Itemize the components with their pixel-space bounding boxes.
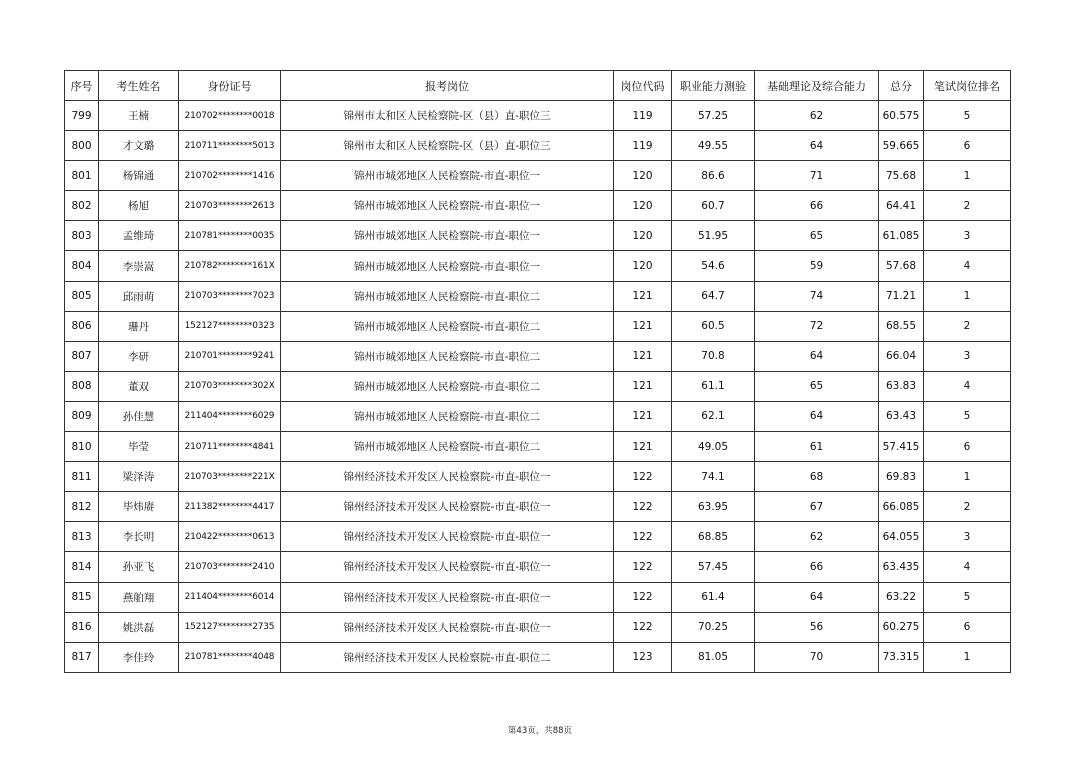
table-row xyxy=(65,311,1011,341)
table-row xyxy=(65,341,1011,371)
aptitude-score-cell: 60.7 xyxy=(672,191,755,221)
serial-cell: 802 xyxy=(65,191,99,221)
position-cell: 锦州经济技术开发区人民检察院-市直-职位一 xyxy=(281,522,614,552)
position-code-cell: 121 xyxy=(614,311,672,341)
theory-score-cell: 66 xyxy=(755,552,879,582)
position-cell: 锦州市城郊地区人民检察院-市直-职位一 xyxy=(281,161,614,191)
rank-cell: 1 xyxy=(924,462,1011,492)
theory-score-cell: 74 xyxy=(755,281,879,311)
table-row xyxy=(65,522,1011,552)
total-score-cell: 59.665 xyxy=(879,131,924,161)
theory-score-cell: 56 xyxy=(755,612,879,642)
rank-cell: 2 xyxy=(924,492,1011,522)
serial-cell: 801 xyxy=(65,161,99,191)
position-code-cell: 121 xyxy=(614,281,672,311)
name-cell: 毕炜赓 xyxy=(99,492,179,522)
aptitude-score-cell: 62.1 xyxy=(672,401,755,431)
serial-cell: 810 xyxy=(65,432,99,462)
aptitude-score-cell: 60.5 xyxy=(672,311,755,341)
id-number-cell: 210781********4048 xyxy=(179,642,281,672)
rank-cell: 6 xyxy=(924,612,1011,642)
serial-cell: 812 xyxy=(65,492,99,522)
theory-score-cell: 67 xyxy=(755,492,879,522)
position-code-cell: 122 xyxy=(614,522,672,552)
position-cell: 锦州经济技术开发区人民检察院-市直-职位二 xyxy=(281,642,614,672)
name-cell: 孙亚飞 xyxy=(99,552,179,582)
table-row xyxy=(65,492,1011,522)
aptitude-score-cell: 74.1 xyxy=(672,462,755,492)
serial-cell: 807 xyxy=(65,341,99,371)
id-number-cell: 210703********302X xyxy=(179,371,281,401)
aptitude-score-cell: 70.25 xyxy=(672,612,755,642)
serial-cell: 811 xyxy=(65,462,99,492)
position-code-cell: 121 xyxy=(614,341,672,371)
name-cell: 杨锦通 xyxy=(99,161,179,191)
header-total-score: 总分 xyxy=(879,71,924,101)
position-code-cell: 120 xyxy=(614,221,672,251)
rank-cell: 4 xyxy=(924,552,1011,582)
total-score-cell: 57.68 xyxy=(879,251,924,281)
position-cell: 锦州市城郊地区人民检察院-市直-职位二 xyxy=(281,401,614,431)
aptitude-score-cell: 51.95 xyxy=(672,221,755,251)
table-row xyxy=(65,642,1011,672)
serial-cell: 803 xyxy=(65,221,99,251)
id-number-cell: 210703********2613 xyxy=(179,191,281,221)
name-cell: 梁泽涛 xyxy=(99,462,179,492)
position-cell: 锦州市城郊地区人民检察院-市直-职位二 xyxy=(281,341,614,371)
name-cell: 邱雨萌 xyxy=(99,281,179,311)
total-score-cell: 63.83 xyxy=(879,371,924,401)
position-code-cell: 121 xyxy=(614,371,672,401)
header-theory-score: 基础理论及综合能力 xyxy=(755,71,879,101)
name-cell: 才文璐 xyxy=(99,131,179,161)
position-cell: 锦州市太和区人民检察院-区（县）直-职位三 xyxy=(281,101,614,131)
position-code-cell: 123 xyxy=(614,642,672,672)
rank-cell: 5 xyxy=(924,582,1011,612)
serial-cell: 806 xyxy=(65,311,99,341)
header-name: 考生姓名 xyxy=(99,71,179,101)
id-number-cell: 210702********0018 xyxy=(179,101,281,131)
theory-score-cell: 59 xyxy=(755,251,879,281)
name-cell: 王楠 xyxy=(99,101,179,131)
total-score-cell: 66.085 xyxy=(879,492,924,522)
rank-cell: 2 xyxy=(924,311,1011,341)
position-code-cell: 120 xyxy=(614,251,672,281)
rank-cell: 3 xyxy=(924,221,1011,251)
total-score-cell: 68.55 xyxy=(879,311,924,341)
rank-cell: 5 xyxy=(924,401,1011,431)
table-row xyxy=(65,251,1011,281)
aptitude-score-cell: 54.6 xyxy=(672,251,755,281)
position-code-cell: 122 xyxy=(614,462,672,492)
rank-cell: 6 xyxy=(924,131,1011,161)
page-footer: 第43页，共88页 xyxy=(507,726,573,736)
rank-cell: 4 xyxy=(924,251,1011,281)
theory-score-cell: 68 xyxy=(755,462,879,492)
theory-score-cell: 70 xyxy=(755,642,879,672)
serial-cell: 804 xyxy=(65,251,99,281)
header-serial: 序号 xyxy=(65,71,99,101)
total-score-cell: 69.83 xyxy=(879,462,924,492)
position-code-cell: 122 xyxy=(614,582,672,612)
table-row xyxy=(65,191,1011,221)
position-cell: 锦州市城郊地区人民检察院-市直-职位二 xyxy=(281,371,614,401)
serial-cell: 809 xyxy=(65,401,99,431)
name-cell: 姚洪磊 xyxy=(99,612,179,642)
table-row xyxy=(65,612,1011,642)
serial-cell: 800 xyxy=(65,131,99,161)
aptitude-score-cell: 81.05 xyxy=(672,642,755,672)
position-cell: 锦州经济技术开发区人民检察院-市直-职位一 xyxy=(281,492,614,522)
id-number-cell: 211382********4417 xyxy=(179,492,281,522)
id-number-cell: 210711********5013 xyxy=(179,131,281,161)
position-cell: 锦州经济技术开发区人民检察院-市直-职位一 xyxy=(281,612,614,642)
position-code-cell: 122 xyxy=(614,552,672,582)
position-cell: 锦州市城郊地区人民检察院-市直-职位二 xyxy=(281,281,614,311)
rank-cell: 1 xyxy=(924,281,1011,311)
table-row xyxy=(65,582,1011,612)
total-score-cell: 61.085 xyxy=(879,221,924,251)
rank-cell: 3 xyxy=(924,341,1011,371)
theory-score-cell: 64 xyxy=(755,582,879,612)
rank-cell: 5 xyxy=(924,101,1011,131)
id-number-cell: 152127********0323 xyxy=(179,311,281,341)
header-position: 报考岗位 xyxy=(281,71,614,101)
position-cell: 锦州市城郊地区人民检察院-市直-职位二 xyxy=(281,432,614,462)
id-number-cell: 210782********161X xyxy=(179,251,281,281)
theory-score-cell: 64 xyxy=(755,131,879,161)
total-score-cell: 57.415 xyxy=(879,432,924,462)
aptitude-score-cell: 57.45 xyxy=(672,552,755,582)
total-score-cell: 63.43 xyxy=(879,401,924,431)
table-row xyxy=(65,552,1011,582)
theory-score-cell: 65 xyxy=(755,221,879,251)
table-row xyxy=(65,462,1011,492)
name-cell: 珊丹 xyxy=(99,311,179,341)
theory-score-cell: 64 xyxy=(755,401,879,431)
id-number-cell: 210702********1416 xyxy=(179,161,281,191)
total-score-cell: 64.41 xyxy=(879,191,924,221)
serial-cell: 799 xyxy=(65,101,99,131)
name-cell: 毕莹 xyxy=(99,432,179,462)
name-cell: 孟维琦 xyxy=(99,221,179,251)
header-position-code: 岗位代码 xyxy=(614,71,672,101)
id-number-cell: 211404********6014 xyxy=(179,582,281,612)
results-table xyxy=(64,70,1011,673)
table-row xyxy=(65,131,1011,161)
position-cell: 锦州市太和区人民检察院-区（县）直-职位三 xyxy=(281,131,614,161)
serial-cell: 815 xyxy=(65,582,99,612)
aptitude-score-cell: 61.4 xyxy=(672,582,755,612)
name-cell: 李长明 xyxy=(99,522,179,552)
table-row xyxy=(65,432,1011,462)
theory-score-cell: 66 xyxy=(755,191,879,221)
position-cell: 锦州经济技术开发区人民检察院-市直-职位一 xyxy=(281,552,614,582)
name-cell: 孙佳慧 xyxy=(99,401,179,431)
aptitude-score-cell: 64.7 xyxy=(672,281,755,311)
theory-score-cell: 72 xyxy=(755,311,879,341)
total-score-cell: 73.315 xyxy=(879,642,924,672)
aptitude-score-cell: 63.95 xyxy=(672,492,755,522)
aptitude-score-cell: 49.55 xyxy=(672,131,755,161)
position-cell: 锦州市城郊地区人民检察院-市直-职位一 xyxy=(281,251,614,281)
table-body xyxy=(65,101,1011,673)
position-cell: 锦州市城郊地区人民检察院-市直-职位一 xyxy=(281,221,614,251)
id-number-cell: 210703********221X xyxy=(179,462,281,492)
total-score-cell: 64.055 xyxy=(879,522,924,552)
id-number-cell: 210781********0035 xyxy=(179,221,281,251)
name-cell: 李崇嵩 xyxy=(99,251,179,281)
id-number-cell: 210701********9241 xyxy=(179,341,281,371)
position-code-cell: 120 xyxy=(614,191,672,221)
serial-cell: 814 xyxy=(65,552,99,582)
theory-score-cell: 71 xyxy=(755,161,879,191)
id-number-cell: 211404********6029 xyxy=(179,401,281,431)
position-code-cell: 121 xyxy=(614,432,672,462)
aptitude-score-cell: 49.05 xyxy=(672,432,755,462)
position-code-cell: 119 xyxy=(614,131,672,161)
position-cell: 锦州市城郊地区人民检察院-市直-职位一 xyxy=(281,191,614,221)
theory-score-cell: 62 xyxy=(755,522,879,552)
table-row xyxy=(65,161,1011,191)
name-cell: 李佳玲 xyxy=(99,642,179,672)
name-cell: 杨旭 xyxy=(99,191,179,221)
id-number-cell: 210422********0613 xyxy=(179,522,281,552)
id-number-cell: 210703********2410 xyxy=(179,552,281,582)
rank-cell: 4 xyxy=(924,371,1011,401)
total-score-cell: 63.435 xyxy=(879,552,924,582)
table-row xyxy=(65,221,1011,251)
rank-cell: 1 xyxy=(924,161,1011,191)
aptitude-score-cell: 68.85 xyxy=(672,522,755,552)
table-row xyxy=(65,101,1011,131)
total-score-cell: 75.68 xyxy=(879,161,924,191)
serial-cell: 813 xyxy=(65,522,99,552)
theory-score-cell: 64 xyxy=(755,341,879,371)
header-aptitude-score: 职业能力测验 xyxy=(672,71,755,101)
aptitude-score-cell: 61.1 xyxy=(672,371,755,401)
rank-cell: 6 xyxy=(924,432,1011,462)
position-code-cell: 122 xyxy=(614,612,672,642)
total-score-cell: 71.21 xyxy=(879,281,924,311)
header-row xyxy=(65,71,1011,101)
theory-score-cell: 65 xyxy=(755,371,879,401)
total-score-cell: 60.575 xyxy=(879,101,924,131)
name-cell: 燕舶翔 xyxy=(99,582,179,612)
rank-cell: 2 xyxy=(924,191,1011,221)
aptitude-score-cell: 86.6 xyxy=(672,161,755,191)
serial-cell: 817 xyxy=(65,642,99,672)
position-code-cell: 121 xyxy=(614,401,672,431)
total-score-cell: 60.275 xyxy=(879,612,924,642)
rank-cell: 3 xyxy=(924,522,1011,552)
name-cell: 李研 xyxy=(99,341,179,371)
position-cell: 锦州市城郊地区人民检察院-市直-职位二 xyxy=(281,311,614,341)
table-row xyxy=(65,401,1011,431)
id-number-cell: 210711********4841 xyxy=(179,432,281,462)
serial-cell: 805 xyxy=(65,281,99,311)
position-code-cell: 122 xyxy=(614,492,672,522)
position-cell: 锦州经济技术开发区人民检察院-市直-职位一 xyxy=(281,582,614,612)
id-number-cell: 152127********2735 xyxy=(179,612,281,642)
serial-cell: 808 xyxy=(65,371,99,401)
theory-score-cell: 61 xyxy=(755,432,879,462)
aptitude-score-cell: 70.8 xyxy=(672,341,755,371)
header-id-number: 身份证号 xyxy=(179,71,281,101)
theory-score-cell: 62 xyxy=(755,101,879,131)
position-code-cell: 119 xyxy=(614,101,672,131)
name-cell: 董双 xyxy=(99,371,179,401)
table-row xyxy=(65,281,1011,311)
total-score-cell: 66.04 xyxy=(879,341,924,371)
position-code-cell: 120 xyxy=(614,161,672,191)
aptitude-score-cell: 57.25 xyxy=(672,101,755,131)
total-score-cell: 63.22 xyxy=(879,582,924,612)
id-number-cell: 210703********7023 xyxy=(179,281,281,311)
serial-cell: 816 xyxy=(65,612,99,642)
table-row xyxy=(65,371,1011,401)
position-cell: 锦州经济技术开发区人民检察院-市直-职位一 xyxy=(281,462,614,492)
header-rank: 笔试岗位排名 xyxy=(924,71,1011,101)
rank-cell: 1 xyxy=(924,642,1011,672)
